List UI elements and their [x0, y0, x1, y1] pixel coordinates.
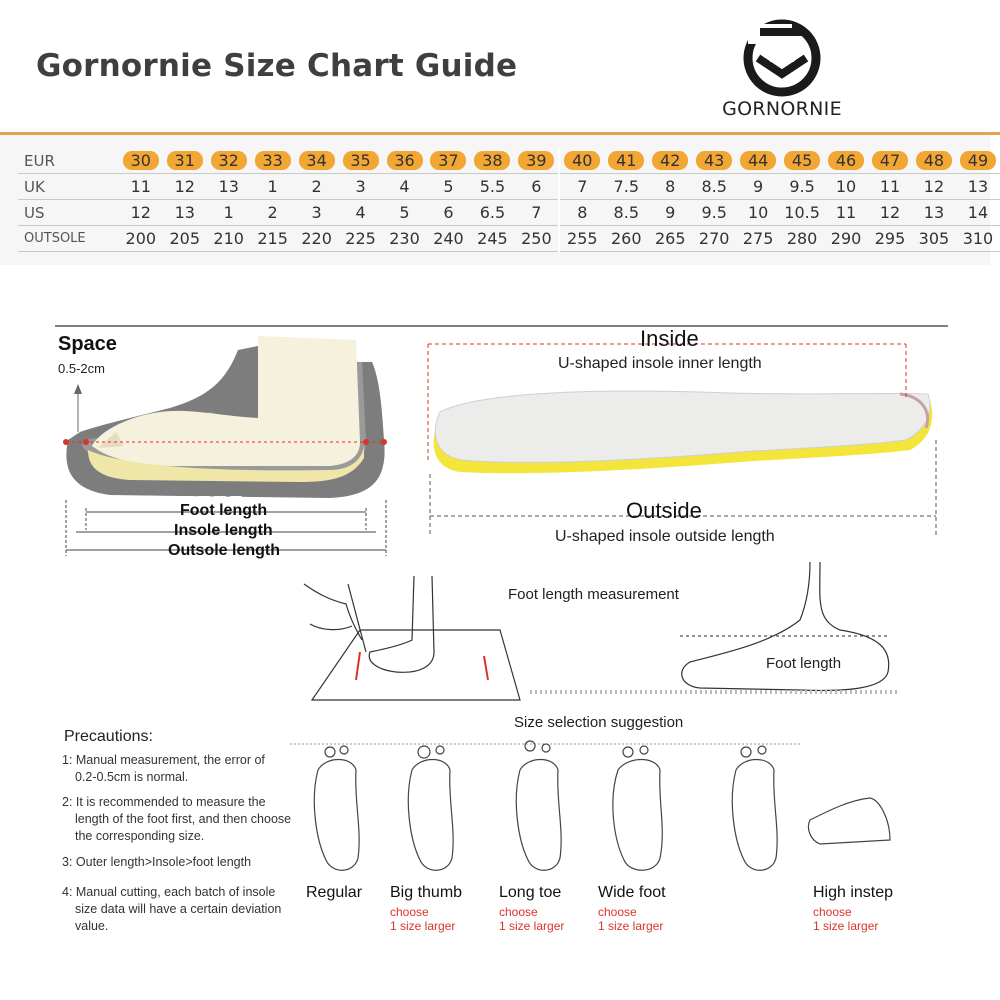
eur-size: 46	[828, 151, 864, 170]
eur-size: 30	[123, 151, 159, 170]
space-title: Space	[58, 333, 117, 355]
foot-side-view-icon	[530, 562, 900, 692]
table-cell: 3	[295, 200, 339, 226]
choose-note: choose	[499, 905, 538, 919]
table-cell: 305	[912, 226, 956, 252]
row-label: EUR	[18, 148, 119, 174]
eur-size: 41	[608, 151, 644, 170]
size-note: 1 size larger	[390, 919, 456, 933]
table-cell: 6.5	[470, 200, 514, 226]
precaution-line: length of the foot first, and then choose	[75, 812, 292, 826]
size-row-uk	[18, 174, 1000, 200]
foot-type-regular: Regular	[306, 884, 363, 901]
eur-size: 49	[960, 151, 996, 170]
eur-size: 47	[872, 151, 908, 170]
table-cell: 5	[426, 174, 470, 200]
eur-size: 31	[167, 151, 203, 170]
outside-title: Outside	[626, 498, 702, 523]
foot-type-high-instep: High instep	[813, 884, 894, 901]
table-cell: 13	[912, 200, 956, 226]
insole-length-label: Insole length	[174, 522, 273, 539]
eur-size: 33	[255, 151, 291, 170]
table-cell: 11	[824, 200, 868, 226]
precaution-line: size data will have a certain deviation	[75, 902, 282, 916]
table-cell: 2	[251, 200, 295, 226]
precaution-item	[62, 794, 291, 845]
table-cell: 12	[912, 174, 956, 200]
table-cell: 8.5	[692, 174, 736, 200]
eur-size: 42	[652, 151, 688, 170]
precaution-item	[62, 884, 281, 935]
table-cell: 295	[868, 226, 912, 252]
precaution-line: 3: Outer length>Insole>foot length	[62, 855, 252, 869]
size-row-eur	[18, 148, 1000, 174]
table-cell: 280	[780, 226, 824, 252]
precautions-title: Precautions:	[64, 728, 153, 745]
size-row-outsole	[18, 226, 1000, 252]
table-cell: 7	[559, 174, 604, 200]
inside-title: Inside	[640, 326, 699, 351]
choose-note: choose	[390, 905, 429, 919]
eur-size: 34	[299, 151, 335, 170]
table-cell: 6	[426, 200, 470, 226]
eur-size: 38	[474, 151, 510, 170]
precaution-line: the corresponding size.	[75, 829, 205, 843]
foot-type-big-thumb: Big thumb	[390, 884, 463, 901]
foot-measurement-title: Foot length measurement	[508, 586, 679, 603]
row-label: UK	[18, 174, 119, 200]
table-cell: 10	[736, 200, 780, 226]
table-cell: 10.5	[780, 200, 824, 226]
table-cell: 12	[868, 200, 912, 226]
table-cell: 8.5	[604, 200, 648, 226]
choose-note: choose	[598, 905, 637, 919]
eur-size: 48	[916, 151, 952, 170]
inside-desc: U-shaped insole inner length	[558, 355, 762, 372]
precaution-item	[62, 854, 251, 871]
foot-measurement-icon	[304, 576, 520, 700]
table-cell: 11	[119, 174, 163, 200]
table-cell: 10	[824, 174, 868, 200]
foot-length-label: Foot length	[180, 502, 268, 519]
eur-size: 45	[784, 151, 820, 170]
eur-size: 39	[518, 151, 554, 170]
size-note: 1 size larger	[813, 919, 879, 933]
precaution-line: value.	[75, 919, 109, 933]
precaution-line: 2: It is recommended to measure the	[62, 795, 266, 809]
table-cell: 5	[383, 200, 427, 226]
table-cell: 14	[956, 200, 1000, 226]
table-cell: 7.5	[604, 174, 648, 200]
table-cell: 3	[339, 174, 383, 200]
table-cell: 9	[648, 200, 692, 226]
table-cell: 13	[956, 174, 1000, 200]
table-cell: 260	[604, 226, 648, 252]
table-cell: 1	[251, 174, 295, 200]
table-cell: 310	[956, 226, 1000, 252]
foot-type-wide-foot: Wide foot	[598, 884, 666, 901]
table-cell: 12	[119, 200, 163, 226]
table-cell: 9.5	[692, 200, 736, 226]
size-note: 1 size larger	[499, 919, 565, 933]
eur-size: 40	[564, 151, 600, 170]
table-cell: 6	[514, 174, 559, 200]
foot-type-long-toe: Long toe	[499, 884, 562, 901]
logo-text: GORNORNIE	[722, 98, 842, 120]
precaution-line: 0.2-0.5cm is normal.	[75, 770, 189, 784]
outsole-length-label: Outsole length	[168, 542, 280, 559]
size-suggestion-title: Size selection suggestion	[514, 714, 684, 731]
size-table	[18, 148, 1000, 252]
table-cell: 275	[736, 226, 780, 252]
eur-size: 44	[740, 151, 776, 170]
table-cell: 9	[736, 174, 780, 200]
table-cell: 255	[559, 226, 604, 252]
precaution-line: 4: Manual cutting, each batch of insole	[62, 885, 276, 899]
outside-desc: U-shaped insole outside length	[555, 528, 775, 545]
table-cell: 12	[163, 174, 207, 200]
table-cell: 250	[514, 226, 559, 252]
table-cell: 9.5	[780, 174, 824, 200]
table-cell: 11	[868, 174, 912, 200]
table-cell: 215	[251, 226, 295, 252]
eur-size: 35	[343, 151, 379, 170]
table-cell: 265	[648, 226, 692, 252]
table-cell: 200	[119, 226, 163, 252]
table-cell: 210	[207, 226, 251, 252]
table-cell: 270	[692, 226, 736, 252]
table-cell: 13	[163, 200, 207, 226]
table-cell: 225	[339, 226, 383, 252]
table-cell: 290	[824, 226, 868, 252]
eur-size: 32	[211, 151, 247, 170]
table-cell: 8	[559, 200, 604, 226]
table-cell: 4	[383, 174, 427, 200]
foot-length-side-label: Foot length	[766, 655, 842, 672]
precaution-line: 1: Manual measurement, the error of	[62, 753, 265, 767]
table-cell: 5.5	[470, 174, 514, 200]
table-cell: 205	[163, 226, 207, 252]
row-label: US	[18, 200, 119, 226]
table-cell: 245	[470, 226, 514, 252]
eur-size: 43	[696, 151, 732, 170]
size-row-us	[18, 200, 1000, 226]
precaution-item	[62, 752, 265, 786]
table-cell: 230	[383, 226, 427, 252]
eur-size: 36	[387, 151, 423, 170]
footprint-icons	[314, 741, 890, 870]
eur-size: 37	[430, 151, 466, 170]
table-cell: 13	[207, 174, 251, 200]
page-title: Gornornie Size Chart Guide	[36, 48, 518, 84]
size-note: 1 size larger	[598, 919, 664, 933]
table-cell: 1	[207, 200, 251, 226]
table-cell: 240	[426, 226, 470, 252]
table-cell: 4	[339, 200, 383, 226]
row-label: OUTSOLE	[18, 226, 119, 252]
choose-note: choose	[813, 905, 852, 919]
table-cell: 220	[295, 226, 339, 252]
table-cell: 8	[648, 174, 692, 200]
table-cell: 2	[295, 174, 339, 200]
table-cell: 7	[514, 200, 559, 226]
space-range: 0.5-2cm	[58, 361, 105, 376]
